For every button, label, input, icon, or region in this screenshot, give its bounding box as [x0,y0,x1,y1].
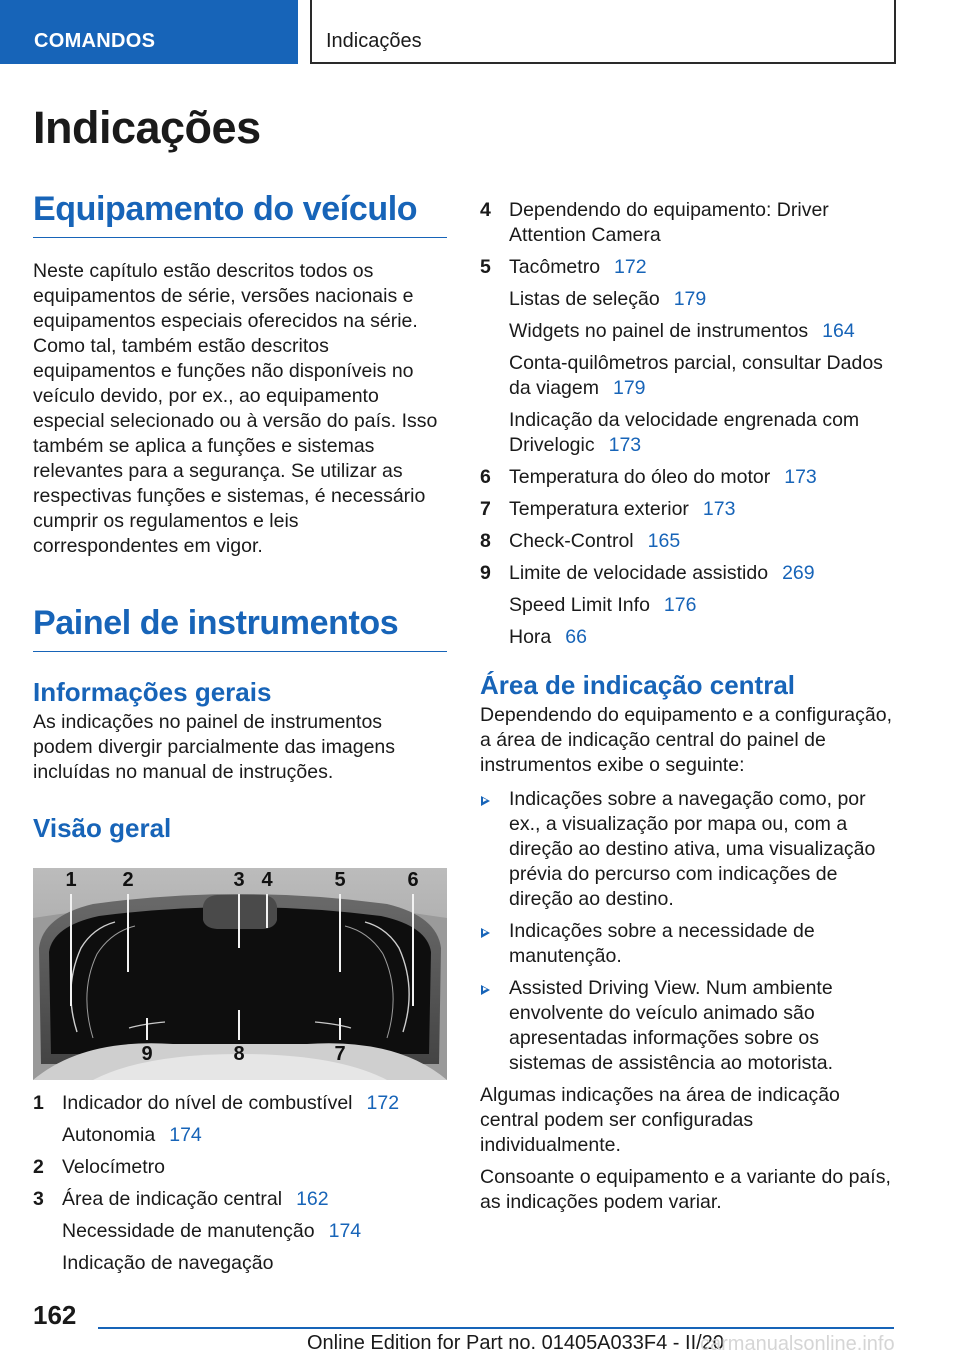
figure-callout-4: 4 [261,869,273,891]
general-info-body: As indicações no painel de instrumentos podem divergir parcialmente das imagens incluídas no manual de instruções. [33,711,396,783]
legend-item [480,561,894,650]
legend-item [480,465,894,490]
legend-entry: Velocímetro [62,1156,165,1178]
central-display-intro: Dependendo do equipamento e a configuração, a área de indicação central do painel de instrumentos exibe o seguinte: [480,704,892,776]
page-ref-link[interactable]: 173 [702,498,736,520]
watermark-text: carmanualsonline.info [700,1333,895,1355]
bullet-item: Indicações sobre a necessidade de manutenção. [480,919,894,969]
right-column [480,198,894,1215]
legend-item [33,1155,447,1180]
legend-entry: Indicação de navegação [62,1252,274,1274]
triangle-bullet-icon [481,928,490,938]
instrument-panel-heading: Painel de instrumentos [33,604,447,652]
page-ref-link[interactable]: 164 [822,320,855,342]
page-ref-link[interactable]: 66 [565,626,587,648]
chapter-label: Indicações [326,30,422,52]
legend-entry: Conta-quilômetros parcial, consultar Dados da viagem 179 [509,352,883,399]
triangle-bullet-icon [481,985,490,995]
legend-item [33,1187,447,1276]
legend-number: 9 [480,562,491,584]
edition-info: Online Edition for Part no. 01405A033F4 - II/20 [307,1332,724,1354]
legend-entry: Speed Limit Info 176 [509,594,697,616]
legend-number: 4 [480,199,491,221]
central-display-bullets [480,787,894,1076]
page-ref-link[interactable]: 173 [608,434,642,456]
legend-entry: Check-Control 165 [509,530,681,552]
legend-item [480,529,894,554]
page-title: Indicações [33,102,261,153]
legend-entry: Dependendo do equipamento: Driver Attention Camera [509,199,829,246]
legend-entry: Temperatura exterior 173 [509,498,736,520]
instrument-cluster-figure [33,868,447,1080]
legend-number: 6 [480,466,491,488]
legend-list-right [480,198,894,650]
legend-entry: Necessidade de manutenção 174 [62,1220,362,1242]
legend-entry: Área de indicação central 162 [62,1188,329,1210]
legend-item [480,198,894,248]
figure-callout-8: 8 [233,1043,245,1065]
page-ref-link[interactable]: 179 [612,377,646,399]
figure-callout-7: 7 [334,1043,346,1065]
figure-callout-5: 5 [334,869,346,891]
page-ref-link[interactable]: 172 [366,1092,400,1114]
triangle-bullet-icon [481,796,490,806]
legend-item [480,497,894,522]
legend-entry: Indicação da velocidade engrenada com Drivelogic 173 [509,409,860,456]
legend-entry: Widgets no painel de instrumentos 164 [509,320,855,342]
legend-entry: Indicador do nível de combustível 172 [62,1092,400,1114]
legend-entry: Hora 66 [509,626,587,648]
page-ref-link[interactable]: 174 [169,1124,202,1146]
page-ref-link[interactable]: 174 [328,1220,362,1242]
page-number: 162 [33,1300,77,1330]
figure-callout-3: 3 [233,869,245,891]
vehicle-equipment-body: Neste capítulo estão descritos todos os equipamentos de série, versões nacionais e equipamentos especiais oferecidos na série. Como tal, também estão descritos equipamentos e funções não disponíveis no veículo devido, por ex., ao equipamento especial selecionado ou à versão do país. Isso também se aplica a funções e sistemas relevantes para a segurança. Se utilizar as respectivas funções e sistemas, é necessário cumprir os regulamentos e leis correspondentes em vigor. [33,260,438,557]
vehicle-equipment-heading: Equipamento do veículo [33,190,447,238]
figure-callout-1: 1 [65,869,77,891]
bullet-item: Indicações sobre a navegação como, por ex., a visualização por mapa ou, com a direção ao destino ativa, uma visualização prévia do percurso com indicações de direção ao destino. [480,787,894,912]
legend-number: 5 [480,256,491,278]
general-info-heading: Informações gerais [33,677,272,707]
page-ref-link[interactable]: 269 [782,562,815,584]
legend-number: 3 [33,1188,44,1210]
page-ref-link[interactable]: 176 [663,594,697,616]
legend-entry: Autonomia 174 [62,1124,202,1146]
legend-entry: Limite de velocidade assistido 269 [509,562,815,584]
footer-divider [98,1327,894,1329]
legend-list-left [33,1091,447,1276]
section-label: COMANDOS [34,30,156,52]
page-ref-link[interactable]: 172 [614,256,647,278]
central-display-heading: Área de indicação central [480,670,796,700]
page-ref-link[interactable]: 162 [296,1188,329,1210]
overview-heading: Visão geral [33,813,172,843]
figure-callout-6: 6 [407,869,419,891]
chapter-tab [310,0,896,64]
legend-entry: Listas de seleção 179 [509,288,707,310]
legend-number: 1 [33,1092,44,1114]
legend-entry: Temperatura do óleo do motor 173 [509,466,817,488]
legend-entry: Tacômetro 172 [509,256,647,278]
figure-callout-2: 2 [122,869,134,891]
bullet-item: Assisted Driving View. Num ambiente envolvente do veículo animado são apresentadas informações sobre os sistemas de assistência ao motorista. [480,976,894,1076]
legend-number: 7 [480,498,491,520]
page-ref-link[interactable]: 165 [647,530,681,552]
central-display-note-1: Algumas indicações na área de indicação central podem ser configuradas individualmente. [480,1084,840,1156]
left-column [33,190,447,1283]
legend-item [33,1091,447,1148]
legend-number: 2 [33,1156,44,1178]
page-ref-link[interactable]: 179 [673,288,707,310]
legend-item [480,255,894,458]
figure-callout-9: 9 [141,1043,153,1065]
section-tab [0,0,298,64]
central-display-note-2: Consoante o equipamento e a variante do país, as indicações podem variar. [480,1166,891,1213]
legend-number: 8 [480,530,491,552]
page-ref-link[interactable]: 173 [784,466,817,488]
